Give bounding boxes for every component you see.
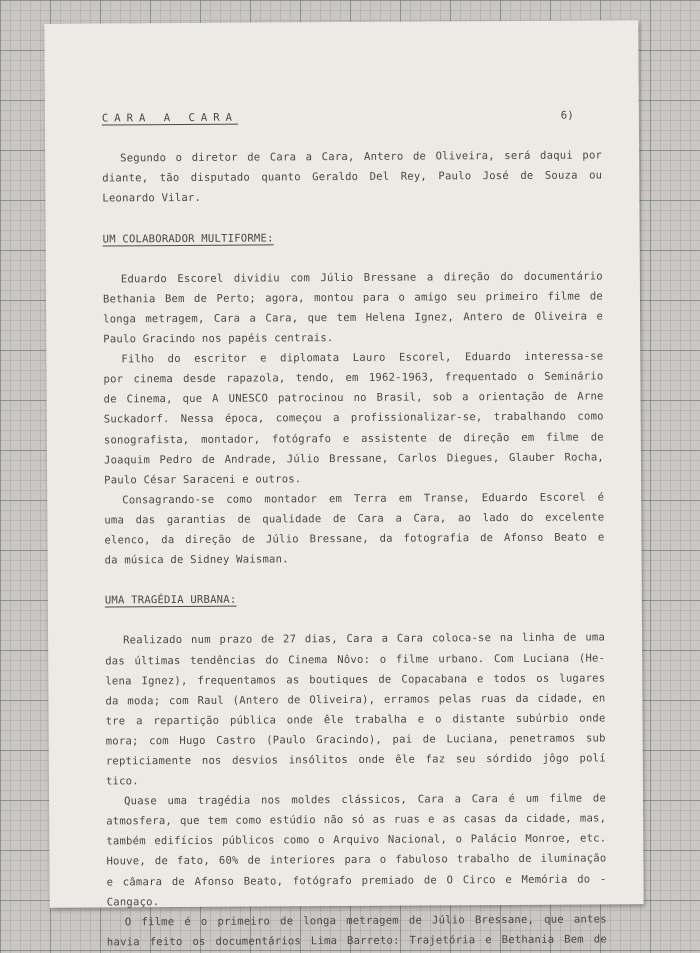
body-line: Filho do escritor e diplomata Lauro Escorel, Eduardo interessa-se	[121, 350, 604, 366]
body-line: Paulo César Saraceni e outros.	[104, 472, 302, 487]
body-line: Paulo Gracindo nos papéis centrais.	[103, 332, 334, 346]
body-line: Cangaço.	[106, 895, 160, 909]
body-line: repticiamente nos desvios insólitos onde êle faz seu sórdido jôgo polí	[105, 752, 606, 768]
section-heading: UMA TRAGÉDIA URBANA:	[104, 593, 237, 607]
body-line: havia feito os documentários Lima Barreto: Trajetória e Bethania Bem de	[106, 933, 607, 949]
body-line: Bethania Bem de Perto; agora, montou para o amigo seu primeiro filme de	[102, 290, 604, 306]
body-line: lena Ignez), frequentamos as boutiques de Copacabana e todos os lugares	[105, 672, 606, 688]
intro-line: Leonardo Vilar.	[102, 192, 202, 205]
intro-line: diante, tão disputado quanto Geraldo Del Rey, Paulo José de Souza ou	[102, 169, 603, 185]
body-line: Eduardo Escorel dividiu com Júlio Bressane a direção do documentário	[120, 270, 603, 286]
body-line: elenco, da direção de Júlio Bressane, da fotografia de Afonso Beato e	[104, 531, 605, 547]
page-number: 6)	[560, 109, 574, 122]
body-line: tre a repartição pública onde êle trabalha e o distante subúrbio onde	[105, 712, 606, 728]
body-line: mora; com Hugo Castro (Paulo Gracindo), pai de Luciana, penetramos sub	[105, 732, 606, 748]
body-line: Suckadorf. Nessa época, começou a profissionalizar-se, trabalhando como	[103, 410, 604, 426]
body-line: e câmara de Afonso Beato, fotógrafo premiado de O Circo e Memória do -	[106, 872, 607, 889]
document-title: CARA A CARA	[101, 111, 239, 125]
body-line: longa metragem, Cara a Cara, que tem Helena Ignez, Antero de Oliveira e	[103, 310, 604, 326]
intro-line: Segundo o diretor de Cara a Cara, Antero de Oliveira, será daqui por	[120, 149, 603, 165]
body-line: tico.	[105, 775, 139, 788]
body-line: por cinema desde rapazola, tendo, em 1962-1963, frequentado o Seminário	[103, 370, 604, 386]
body-line: Houve, de fato, 60% de interiores para o fabuloso trabalho de iluminação	[106, 852, 607, 868]
body-line: também edifícios públicos como o Arquivo Nacional, o Palácio Monroe, etc.	[106, 832, 607, 848]
body-line: Joaquim Pedro de Andrade, Júlio Bressane, Carlos Diegues, Glauber Rocha,	[103, 451, 604, 467]
body-line: O filme é o primeiro de longa metragem de Júlio Bressane, que antes	[124, 913, 607, 929]
body-line: Realizado num prazo de 27 dias, Cara a Cara coloca-se na linha de uma	[123, 631, 606, 647]
body-line: da música de Sidney Waisman.	[104, 553, 289, 567]
document-body	[102, 105, 607, 952]
title-line	[102, 105, 602, 128]
body-line: Quase uma tragédia nos moldes clássicos, Cara a Cara é um filme de	[124, 792, 607, 808]
body-line: atmosfera, que tem como estúdio não só as ruas e as casas da cidade, mas,	[106, 812, 607, 828]
typewritten-page	[44, 20, 643, 949]
body-line: da moda; com Raul (Antero de Oliveira), erramos pelas ruas da cidade, en	[105, 692, 606, 708]
body-line: sonografista, montador, fotógrafo e assistente de direção em filme de	[103, 430, 604, 446]
body-line: Consagrando-se como montador em Terra em Transe, Eduardo Escorel é	[122, 491, 605, 507]
body-line: de Cinema, que A UNESCO patrocinou no Brasil, sob a orientação de Arne	[103, 390, 604, 406]
section-heading: UM COLABORADOR MULTIFORME:	[102, 231, 274, 246]
body-line: uma das garantias de qualidade de Cara a Cara, ao lado do excelente	[104, 511, 605, 527]
body-line: das últimas tendências do Cinema Nôvo: o filme urbano. Com Luciana (He-	[105, 651, 606, 667]
